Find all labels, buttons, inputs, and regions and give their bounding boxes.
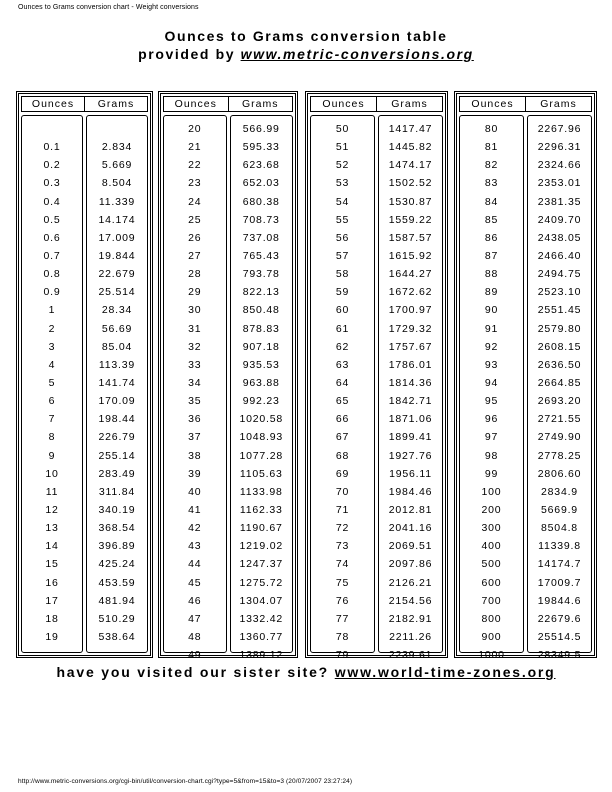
ounces-cell: 87 (484, 249, 499, 262)
ounces-cell: 200 (481, 503, 502, 516)
ounces-cell: 94 (484, 376, 499, 389)
ounces-cell: 95 (484, 395, 499, 408)
ounces-cell: 76 (335, 594, 350, 607)
ounces-cell: 1 (48, 304, 56, 317)
grams-cell: 1871.06 (388, 413, 433, 426)
grams-cell: 2551.45 (537, 304, 582, 317)
grams-cell: 1927.76 (388, 449, 433, 462)
grams-cell: 2353.01 (537, 177, 582, 190)
ounces-cell: 49 (188, 649, 202, 662)
ounces-cell: 35 (188, 395, 202, 408)
grams-cell: 510.29 (98, 612, 136, 625)
ounces-cell: 91 (484, 322, 499, 335)
ounces-cell: 66 (335, 413, 350, 426)
ounces-cell: 0.6 (43, 231, 61, 244)
grams-column (378, 115, 443, 662)
ounces-cell: 12 (45, 503, 59, 516)
ounces-cell: 70 (335, 485, 350, 498)
grams-cell: 2749.90 (537, 431, 582, 444)
grams-cell: 1105.63 (239, 467, 283, 480)
ounces-header: Ounces (322, 98, 365, 110)
grams-cell: 652.03 (242, 177, 280, 190)
ounces-cell: 700 (481, 594, 502, 607)
grams-cell: 2069.51 (388, 540, 433, 553)
ounces-cell: 67 (335, 431, 350, 444)
grams-column (230, 115, 294, 662)
ounces-cell: 25 (188, 213, 202, 226)
ounces-cell: 83 (484, 177, 499, 190)
ounces-cell: 6 (48, 395, 56, 408)
ounces-cell: 74 (335, 558, 350, 571)
grams-cell: 1502.52 (388, 177, 433, 190)
grams-cell: 1133.98 (239, 485, 283, 498)
ounces-cell: 73 (335, 540, 350, 553)
ounces-cell: 47 (188, 612, 202, 625)
conversion-table-3 (305, 91, 448, 662)
grams-cell: 1304.07 (239, 594, 284, 607)
grams-cell: 1445.82 (388, 141, 433, 154)
grams-cell: 2211.26 (389, 630, 432, 643)
ounces-cell: 0.8 (43, 268, 61, 281)
grams-cell: 2523.10 (537, 286, 582, 299)
ounces-column (21, 115, 83, 653)
ounces-cell: 28 (188, 268, 202, 281)
grams-cell: 1048.93 (239, 431, 284, 444)
ounces-cell: 52 (335, 159, 350, 172)
grams-cell: 2012.81 (388, 503, 433, 516)
ounces-cell: 97 (484, 431, 499, 444)
ounces-cell: 54 (335, 195, 350, 208)
ounces-cell: 85 (484, 213, 499, 226)
ounces-cell: 300 (481, 522, 502, 535)
grams-cell: 1389.12 (239, 649, 284, 662)
ounces-cell: 45 (188, 576, 202, 589)
grams-cell: 737.08 (242, 231, 280, 244)
grams-cell: 1615.92 (388, 249, 433, 262)
grams-cell: 963.88 (242, 376, 280, 389)
grams-cell: 25.514 (98, 286, 136, 299)
ounces-column (163, 115, 227, 662)
grams-cell: 311.84 (98, 485, 136, 498)
ounces-cell: 33 (188, 358, 202, 371)
grams-cell: 538.64 (98, 630, 136, 643)
ounces-cell: 1000 (478, 649, 505, 662)
ounces-cell: 68 (335, 449, 350, 462)
ounces-cell (22, 646, 82, 664)
ounces-cell: 18 (45, 612, 59, 625)
grams-cell: 2296.31 (537, 141, 582, 154)
grams-cell: 1417.47 (388, 123, 433, 135)
grams-cell: 1786.01 (388, 358, 433, 371)
grams-cell: 907.18 (242, 340, 280, 353)
ounces-cell: 0.7 (43, 249, 61, 262)
ounces-cell: 92 (484, 340, 499, 353)
grams-cell: 1700.97 (388, 304, 433, 317)
table-header (21, 96, 148, 112)
grams-cell: 2381.35 (537, 195, 582, 208)
ounces-cell (22, 120, 82, 138)
grams-cell: 8.504 (101, 177, 133, 190)
grams-cell: 226.79 (98, 431, 136, 444)
ounces-cell: 64 (335, 376, 350, 389)
grams-cell: 1644.27 (388, 268, 433, 281)
grams-cell: 1020.58 (239, 413, 284, 426)
ounces-cell: 17 (45, 594, 59, 607)
ounces-header: Ounces (31, 98, 75, 110)
grams-cell: 28349.5 (537, 649, 582, 662)
grams-cell: 2409.70 (537, 213, 582, 226)
ounces-cell: 0.5 (43, 213, 61, 226)
ounces-cell: 90 (484, 304, 499, 317)
ounces-cell: 58 (335, 268, 350, 281)
ounces-cell: 13 (45, 522, 59, 535)
ounces-cell: 14 (45, 540, 59, 553)
ounces-cell: 21 (188, 141, 202, 154)
conversion-table-2 (158, 91, 298, 662)
browser-header: Ounces to Grams conversion chart - Weight conversions (18, 4, 199, 11)
grams-cell: 2097.86 (388, 558, 433, 571)
grams-cell: 340.19 (98, 503, 136, 516)
grams-cell: 141.74 (98, 376, 136, 389)
grams-cell: 708.73 (242, 213, 280, 226)
ounces-cell: 65 (335, 395, 350, 408)
grams-cell: 396.89 (98, 540, 136, 553)
ounces-cell: 78 (335, 630, 350, 643)
ounces-cell: 26 (188, 231, 202, 244)
ounces-cell: 81 (484, 141, 499, 154)
ounces-cell: 56 (335, 231, 350, 244)
grams-cell: 2834.9 (541, 485, 578, 498)
grams-cell: 19844.6 (537, 594, 582, 607)
grams-cell: 198.44 (98, 413, 136, 426)
ounces-cell: 51 (335, 141, 350, 154)
grams-cell: 11.339 (98, 195, 136, 208)
grams-cell: 2182.91 (388, 612, 433, 625)
ounces-cell: 75 (335, 576, 350, 589)
ounces-cell: 2 (48, 322, 56, 335)
grams-cell: 2721.55 (537, 413, 582, 426)
grams-cell: 2636.50 (537, 358, 582, 371)
grams-cell: 1672.62 (388, 286, 433, 299)
grams-cell: 765.43 (242, 249, 280, 262)
grams-cell: 2778.25 (537, 449, 582, 462)
ounces-cell: 57 (335, 249, 350, 262)
ounces-cell: 98 (484, 449, 499, 462)
grams-cell: 1984.46 (388, 485, 433, 498)
grams-cell: 793.78 (242, 268, 280, 281)
ounces-cell: 89 (484, 286, 499, 299)
ounces-cell: 37 (188, 431, 202, 444)
ounces-header: Ounces (471, 98, 514, 110)
page-subtitle (0, 46, 612, 62)
ounces-cell: 8 (48, 431, 56, 444)
ounces-cell: 77 (335, 612, 350, 625)
ounces-cell: 11 (45, 485, 59, 498)
ounces-cell: 42 (188, 522, 202, 535)
grams-header: Grams (525, 97, 591, 111)
ounces-cell: 9 (48, 449, 56, 462)
ounces-cell: 93 (484, 358, 499, 371)
grams-cell: 5669.9 (541, 503, 578, 516)
ounces-cell: 24 (188, 195, 202, 208)
grams-column (527, 115, 592, 662)
ounces-cell: 34 (188, 376, 202, 389)
ounces-column (459, 115, 524, 662)
ounces-cell: 38 (188, 449, 202, 462)
grams-cell: 19.844 (98, 249, 136, 262)
ounces-cell: 19 (45, 630, 59, 643)
page-title: Ounces to Grams conversion table (164, 28, 448, 44)
ounces-cell: 400 (481, 540, 502, 553)
grams-cell: 5.669 (101, 159, 133, 172)
ounces-cell: 96 (484, 413, 499, 426)
grams-cell: 878.83 (242, 322, 280, 335)
ounces-cell: 4 (48, 358, 56, 371)
grams-cell: 1332.42 (239, 612, 284, 625)
ounces-column (310, 115, 375, 662)
grams-cell: 2438.05 (537, 231, 582, 244)
ounces-cell: 20 (188, 123, 202, 135)
grams-cell: 25514.5 (537, 630, 582, 643)
grams-cell: 56.69 (101, 322, 133, 335)
conversion-table-4 (454, 91, 597, 662)
grams-cell (87, 646, 147, 664)
grams-cell: 2466.40 (537, 249, 582, 262)
ounces-cell: 22 (188, 159, 202, 172)
ounces-cell: 62 (335, 340, 350, 353)
ounces-cell: 63 (335, 358, 350, 371)
grams-cell: 1587.57 (388, 231, 433, 244)
ounces-cell: 30 (188, 304, 202, 317)
ounces-cell: 0.4 (43, 195, 61, 208)
ounces-cell: 61 (335, 322, 350, 335)
ounces-cell: 500 (481, 558, 502, 571)
ounces-cell: 100 (481, 485, 502, 498)
ounces-cell: 900 (481, 630, 502, 643)
ounces-cell: 48 (188, 630, 202, 643)
grams-cell: 368.54 (98, 522, 136, 535)
grams-header: Grams (376, 97, 442, 111)
ounces-header: Ounces (174, 98, 217, 110)
grams-cell: 2608.15 (537, 340, 582, 353)
ounces-cell: 29 (188, 286, 202, 299)
grams-cell: 1530.87 (388, 195, 433, 208)
grams-cell: 1814.36 (388, 376, 433, 389)
ounces-cell: 0.3 (43, 177, 61, 190)
grams-cell: 2664.85 (537, 376, 582, 389)
grams-cell: 2154.56 (388, 594, 433, 607)
grams-cell: 2806.60 (537, 467, 582, 480)
ounces-cell: 41 (188, 503, 202, 516)
grams-cell: 680.38 (242, 195, 280, 208)
grams-cell: 595.33 (242, 141, 280, 154)
ounces-cell: 3 (48, 340, 56, 353)
grams-cell: 2041.16 (388, 522, 433, 535)
grams-cell: 2267.96 (537, 123, 582, 135)
ounces-cell: 79 (335, 649, 350, 662)
grams-cell: 1360.77 (239, 630, 284, 643)
ounces-cell: 99 (484, 467, 499, 480)
ounces-cell: 39 (188, 467, 202, 480)
grams-header: Grams (228, 97, 293, 111)
grams-column (86, 115, 148, 653)
ounces-cell: 59 (335, 286, 350, 299)
ounces-cell: 53 (335, 177, 350, 190)
grams-cell: 1899.41 (388, 431, 433, 444)
sister-site-promo (0, 664, 612, 680)
grams-cell: 11339.8 (538, 540, 581, 553)
table-header (459, 96, 592, 112)
ounces-cell: 5 (48, 376, 56, 389)
grams-cell: 1162.33 (239, 503, 283, 516)
metric-conversions-link[interactable]: www.metric-conversions.org (240, 46, 474, 62)
grams-cell: 935.53 (242, 358, 280, 371)
grams-cell (87, 120, 147, 138)
grams-cell: 1247.37 (239, 558, 284, 571)
grams-cell: 1219.02 (239, 540, 284, 553)
ounces-cell: 16 (45, 576, 59, 589)
ounces-cell: 32 (188, 340, 202, 353)
grams-cell: 22.679 (98, 268, 136, 281)
table-header (310, 96, 443, 112)
ounces-cell: 69 (335, 467, 350, 480)
ounces-cell: 10 (45, 467, 59, 480)
ounces-cell: 27 (188, 249, 202, 262)
grams-cell: 1077.28 (239, 449, 284, 462)
grams-cell: 1757.67 (388, 340, 433, 353)
grams-cell: 1275.72 (239, 576, 284, 589)
ounces-cell: 15 (45, 558, 59, 571)
grams-cell: 8504.8 (541, 522, 578, 535)
ounces-cell: 0.2 (43, 159, 61, 172)
grams-cell: 2239.61 (388, 649, 433, 662)
grams-cell: 1474.17 (388, 159, 433, 172)
grams-cell: 481.94 (98, 594, 136, 607)
grams-cell: 28.34 (101, 304, 133, 317)
grams-cell: 425.24 (98, 558, 136, 571)
grams-cell: 85.04 (101, 340, 133, 353)
ounces-cell: 50 (335, 123, 350, 135)
grams-cell: 17009.7 (537, 576, 582, 589)
grams-cell: 255.14 (98, 449, 136, 462)
grams-cell: 283.49 (98, 467, 136, 480)
ounces-cell: 80 (484, 123, 499, 135)
grams-cell: 14174.7 (537, 558, 582, 571)
ounces-cell: 86 (484, 231, 499, 244)
ounces-cell: 46 (188, 594, 202, 607)
grams-cell: 2126.21 (388, 576, 433, 589)
subtitle-prefix: provided by (138, 46, 241, 62)
ounces-cell: 84 (484, 195, 499, 208)
grams-cell: 2324.66 (537, 159, 582, 172)
grams-cell: 170.09 (98, 395, 136, 408)
ounces-cell: 88 (484, 268, 499, 281)
grams-cell: 2693.20 (537, 395, 582, 408)
grams-cell: 992.23 (242, 395, 280, 408)
grams-cell: 2494.75 (537, 268, 582, 281)
ounces-cell: 36 (188, 413, 202, 426)
grams-cell: 1729.32 (388, 322, 433, 335)
grams-header: Grams (84, 97, 147, 111)
grams-cell: 623.68 (242, 159, 280, 172)
grams-cell: 822.13 (242, 286, 280, 299)
ounces-cell: 43 (188, 540, 202, 553)
world-time-zones-link[interactable]: www.world-time-zones.org (334, 664, 556, 680)
grams-cell: 22679.6 (537, 612, 582, 625)
grams-cell: 1956.11 (389, 467, 432, 480)
conversion-table-1 (16, 91, 153, 658)
ounces-cell: 7 (48, 413, 56, 426)
grams-cell: 1842.71 (388, 395, 433, 408)
page-url-footer: http://www.metric-conversions.org/cgi-bin/util/conversion-chart.cgi?type=5&from=15&to=3 (20/07/2007 23:27:24) (18, 778, 353, 785)
grams-cell: 566.99 (242, 123, 280, 135)
ounces-cell: 71 (335, 503, 350, 516)
ounces-cell: 0.1 (43, 141, 61, 154)
grams-cell: 453.59 (98, 576, 136, 589)
grams-cell: 850.48 (242, 304, 280, 317)
ounces-cell: 800 (481, 612, 502, 625)
ounces-cell: 23 (188, 177, 202, 190)
grams-cell: 14.174 (98, 213, 136, 226)
ounces-cell: 600 (481, 576, 502, 589)
ounces-cell: 55 (335, 213, 350, 226)
grams-cell: 2.834 (101, 141, 133, 154)
table-header (163, 96, 293, 112)
ounces-cell: 40 (188, 485, 202, 498)
sister-prefix: have you visited our sister site? (56, 664, 335, 680)
grams-cell: 2579.80 (537, 322, 582, 335)
ounces-cell: 82 (484, 159, 499, 172)
grams-cell: 1190.67 (239, 522, 283, 535)
ounces-cell: 60 (335, 304, 350, 317)
grams-cell: 1559.22 (388, 213, 433, 226)
ounces-cell: 44 (188, 558, 202, 571)
ounces-cell: 0.9 (43, 286, 61, 299)
grams-cell: 17.009 (98, 231, 136, 244)
ounces-cell: 31 (188, 322, 202, 335)
grams-cell: 113.39 (98, 358, 136, 371)
ounces-cell: 72 (335, 522, 350, 535)
